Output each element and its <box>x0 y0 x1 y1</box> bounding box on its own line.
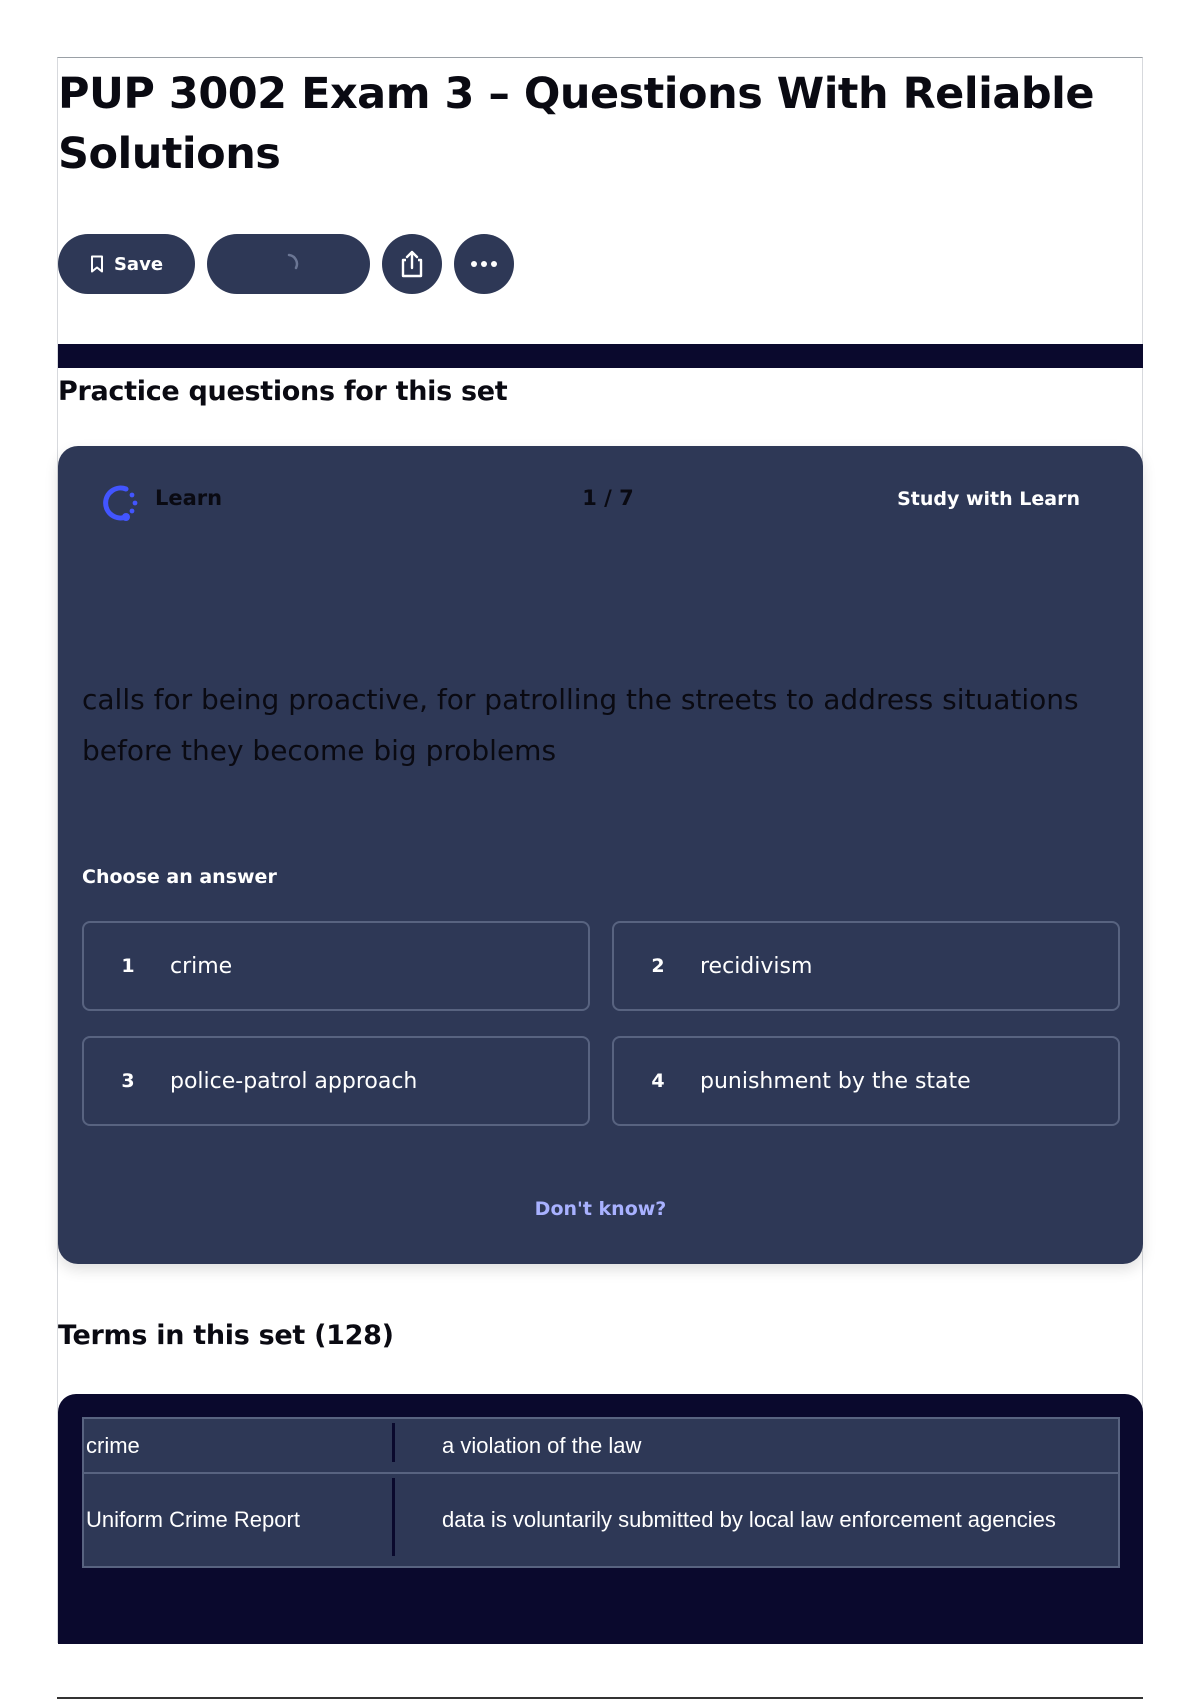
learn-icon <box>96 480 142 526</box>
question-text: calls for being proactive, for patrolling the streets to address situations before they become big problems <box>82 683 1079 767</box>
dont-know-link[interactable]: Don't know? <box>534 1198 667 1220</box>
term-row[interactable] <box>82 1417 1120 1474</box>
option-text: police-patrol approach <box>170 1068 418 1094</box>
answer-option-3[interactable] <box>82 1036 590 1126</box>
option-text: recidivism <box>700 953 813 979</box>
save-button[interactable] <box>58 234 195 294</box>
question-progress: 1 / 7 <box>582 486 634 510</box>
terms-heading: Terms in this set (128) <box>58 1320 394 1351</box>
answer-option-2[interactable] <box>612 921 1120 1011</box>
option-number: 1 <box>121 955 135 977</box>
answer-option-1[interactable] <box>82 921 590 1011</box>
page-title: PUP 3002 Exam 3 – Questions With Reliable Solutions <box>58 69 1095 179</box>
spinner-icon <box>276 251 302 277</box>
term-definition: data is voluntarily submitted by local law enforcement agencies <box>442 1507 1056 1532</box>
answer-option-4[interactable] <box>612 1036 1120 1126</box>
bottom-divider <box>57 1697 1143 1699</box>
save-label: Save <box>113 253 164 275</box>
term-definition: a violation of the law <box>442 1432 642 1458</box>
bookmark-icon <box>90 255 104 273</box>
dark-banner <box>58 344 1143 368</box>
option-number: 4 <box>651 1070 665 1092</box>
learn-mode-label: Learn <box>155 486 223 510</box>
terms-card <box>58 1394 1143 1644</box>
term-word: Uniform Crime Report <box>86 1507 300 1532</box>
share-icon <box>398 249 426 279</box>
option-text: punishment by the state <box>700 1068 971 1094</box>
term-row[interactable] <box>82 1472 1120 1568</box>
action-bar <box>58 234 514 294</box>
term-word: crime <box>86 1432 140 1458</box>
practice-heading: Practice questions for this set <box>58 376 508 407</box>
page <box>57 57 1143 1643</box>
loading-button[interactable] <box>207 234 370 294</box>
option-text: crime <box>170 953 233 979</box>
choose-answer-label: Choose an answer <box>82 866 277 888</box>
option-number: 3 <box>121 1070 135 1092</box>
share-button[interactable] <box>382 234 442 294</box>
learn-card <box>58 446 1143 1264</box>
term-divider <box>392 1478 395 1556</box>
more-dots-icon <box>469 260 499 268</box>
option-number: 2 <box>651 955 665 977</box>
study-with-learn-link[interactable]: Study with Learn <box>897 488 1080 510</box>
more-button[interactable] <box>454 234 514 294</box>
term-divider <box>392 1423 395 1462</box>
